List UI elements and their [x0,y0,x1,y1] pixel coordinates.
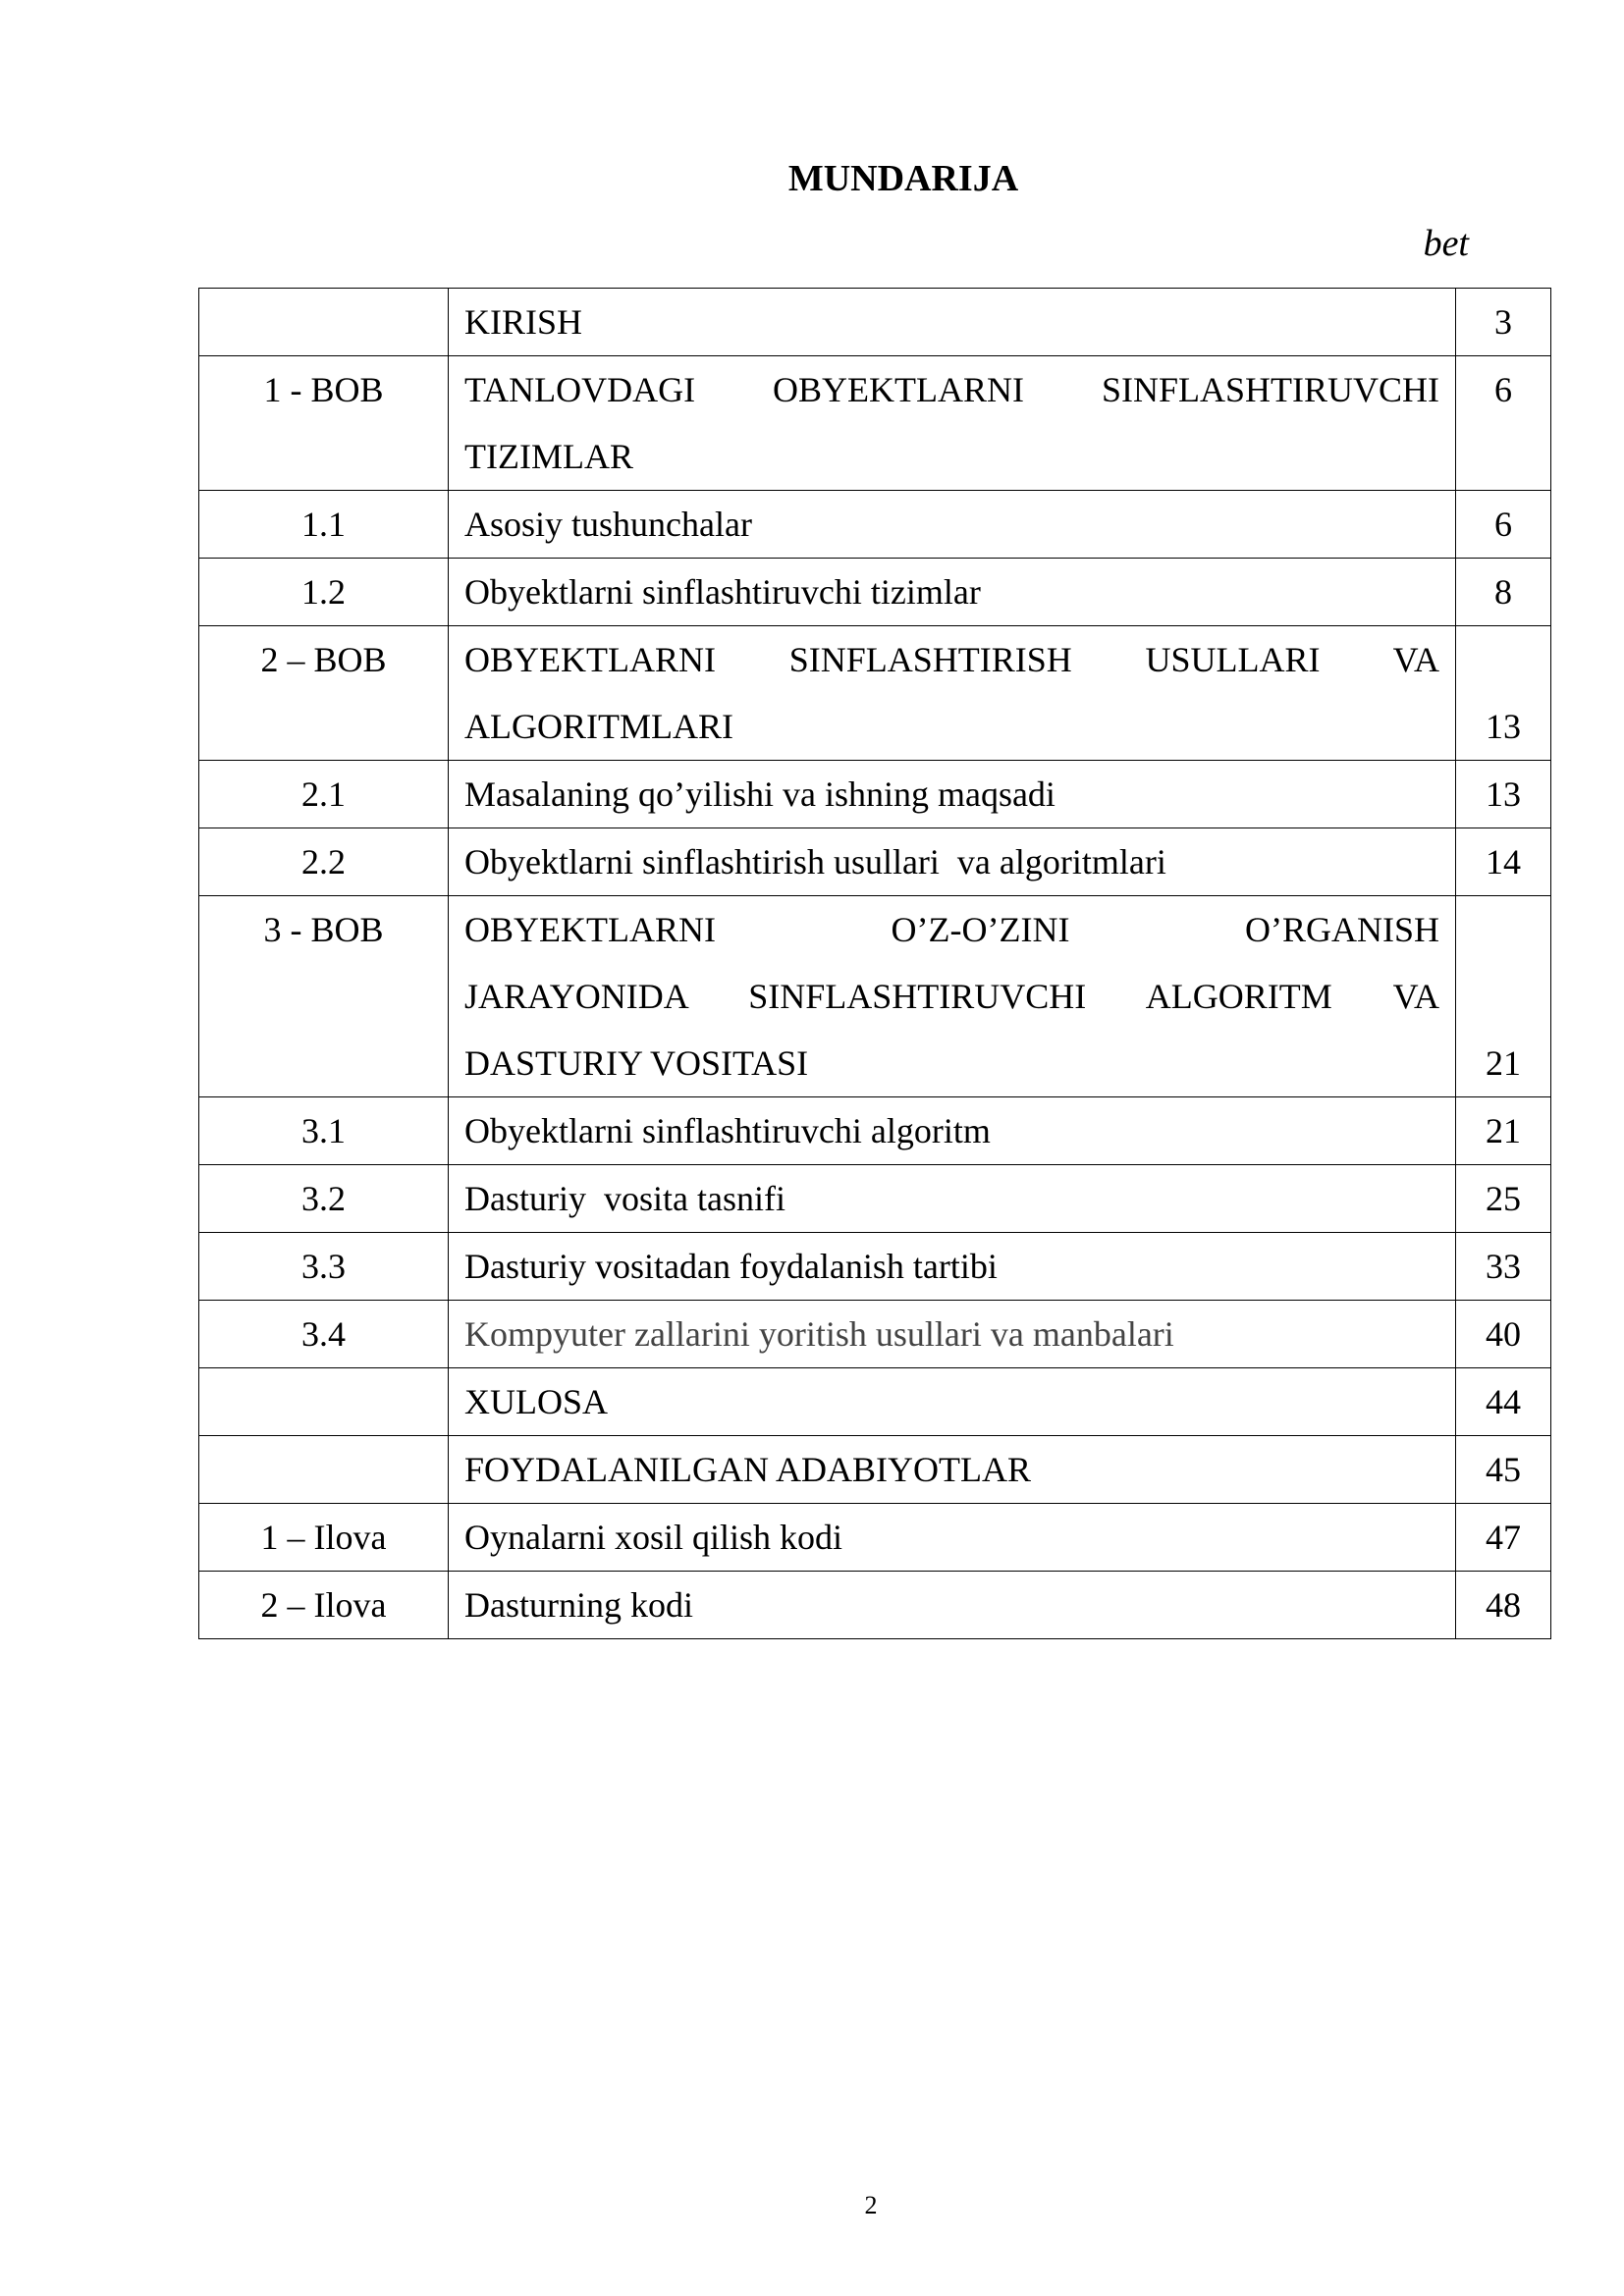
section-title: Kompyuter zallarini yoritish usullari va manbalari [449,1301,1456,1368]
table-row [199,1097,1551,1165]
table-of-contents [198,288,1551,1639]
section-number: 1.2 [199,559,449,626]
section-title: XULOSA [449,1368,1456,1436]
section-number [199,1368,449,1436]
table-row [199,491,1551,559]
page-number: 2 [864,2191,878,2219]
section-page: 13 [1456,761,1551,828]
section-page: 8 [1456,559,1551,626]
table-row [199,1301,1551,1368]
table-row [199,761,1551,828]
section-title: Obyektlarni sinflashtirish usullari va algoritmlari [449,828,1456,896]
section-number [199,1436,449,1504]
page-column-label: bet [1423,223,1469,264]
section-number: 1.1 [199,491,449,559]
table-row [199,828,1551,896]
table-row [199,356,1551,491]
section-page: 40 [1456,1301,1551,1368]
table-row [199,896,1551,1097]
section-title: Dasturning kodi [449,1572,1456,1639]
section-title: Asosiy tushunchalar [449,491,1456,559]
section-title: OBYEKTLARNI O’Z-O’ZINI O’RGANISH JARAYONIDA SINFLASHTIRUVCHI ALGORITM VA DASTURIY VOSITASI [449,896,1456,1097]
table-row [199,1233,1551,1301]
section-page: 44 [1456,1368,1551,1436]
section-number: 2 – BOB [199,626,449,761]
section-number: 3.3 [199,1233,449,1301]
table-row [199,1504,1551,1572]
section-page: 25 [1456,1165,1551,1233]
section-title: KIRISH [449,289,1456,356]
section-title: Obyektlarni sinflashtiruvchi algoritm [449,1097,1456,1165]
section-page: 13 [1456,626,1551,761]
table-row [199,1368,1551,1436]
section-page: 47 [1456,1504,1551,1572]
section-number: 3.4 [199,1301,449,1368]
section-title: FOYDALANILGAN ADABIYOTLAR [449,1436,1456,1504]
section-page: 3 [1456,289,1551,356]
section-page: 6 [1456,356,1551,491]
section-title: Dasturiy vositadan foydalanish tartibi [449,1233,1456,1301]
section-page: 21 [1456,1097,1551,1165]
table-row [199,1572,1551,1639]
table-row [199,289,1551,356]
section-number: 2 – Ilova [199,1572,449,1639]
table-row [199,559,1551,626]
section-page: 48 [1456,1572,1551,1639]
section-title: TANLOVDAGI OBYEKTLARNI SINFLASHTIRUVCHI TIZIMLAR [449,356,1456,491]
section-page: 33 [1456,1233,1551,1301]
section-number: 2.1 [199,761,449,828]
section-number: 1 – Ilova [199,1504,449,1572]
table-row [199,1436,1551,1504]
section-title: Oynalarni xosil qilish kodi [449,1504,1456,1572]
section-number: 3 - BOB [199,896,449,1097]
section-number: 3.1 [199,1097,449,1165]
section-title: Dasturiy vosita tasnifi [449,1165,1456,1233]
section-number: 2.2 [199,828,449,896]
section-page: 6 [1456,491,1551,559]
section-page: 45 [1456,1436,1551,1504]
section-page: 14 [1456,828,1551,896]
table-row [199,1165,1551,1233]
section-title: Obyektlarni sinflashtiruvchi tizimlar [449,559,1456,626]
section-page: 21 [1456,896,1551,1097]
section-number: 1 - BOB [199,356,449,491]
section-title: OBYEKTLARNI SINFLASHTIRISH USULLARI VA ALGORITMLARI [449,626,1456,761]
section-number [199,289,449,356]
document-title: MUNDARIJA [787,158,1019,199]
table-row [199,626,1551,761]
section-number: 3.2 [199,1165,449,1233]
section-title: Masalaning qo’yilishi va ishning maqsadi [449,761,1456,828]
